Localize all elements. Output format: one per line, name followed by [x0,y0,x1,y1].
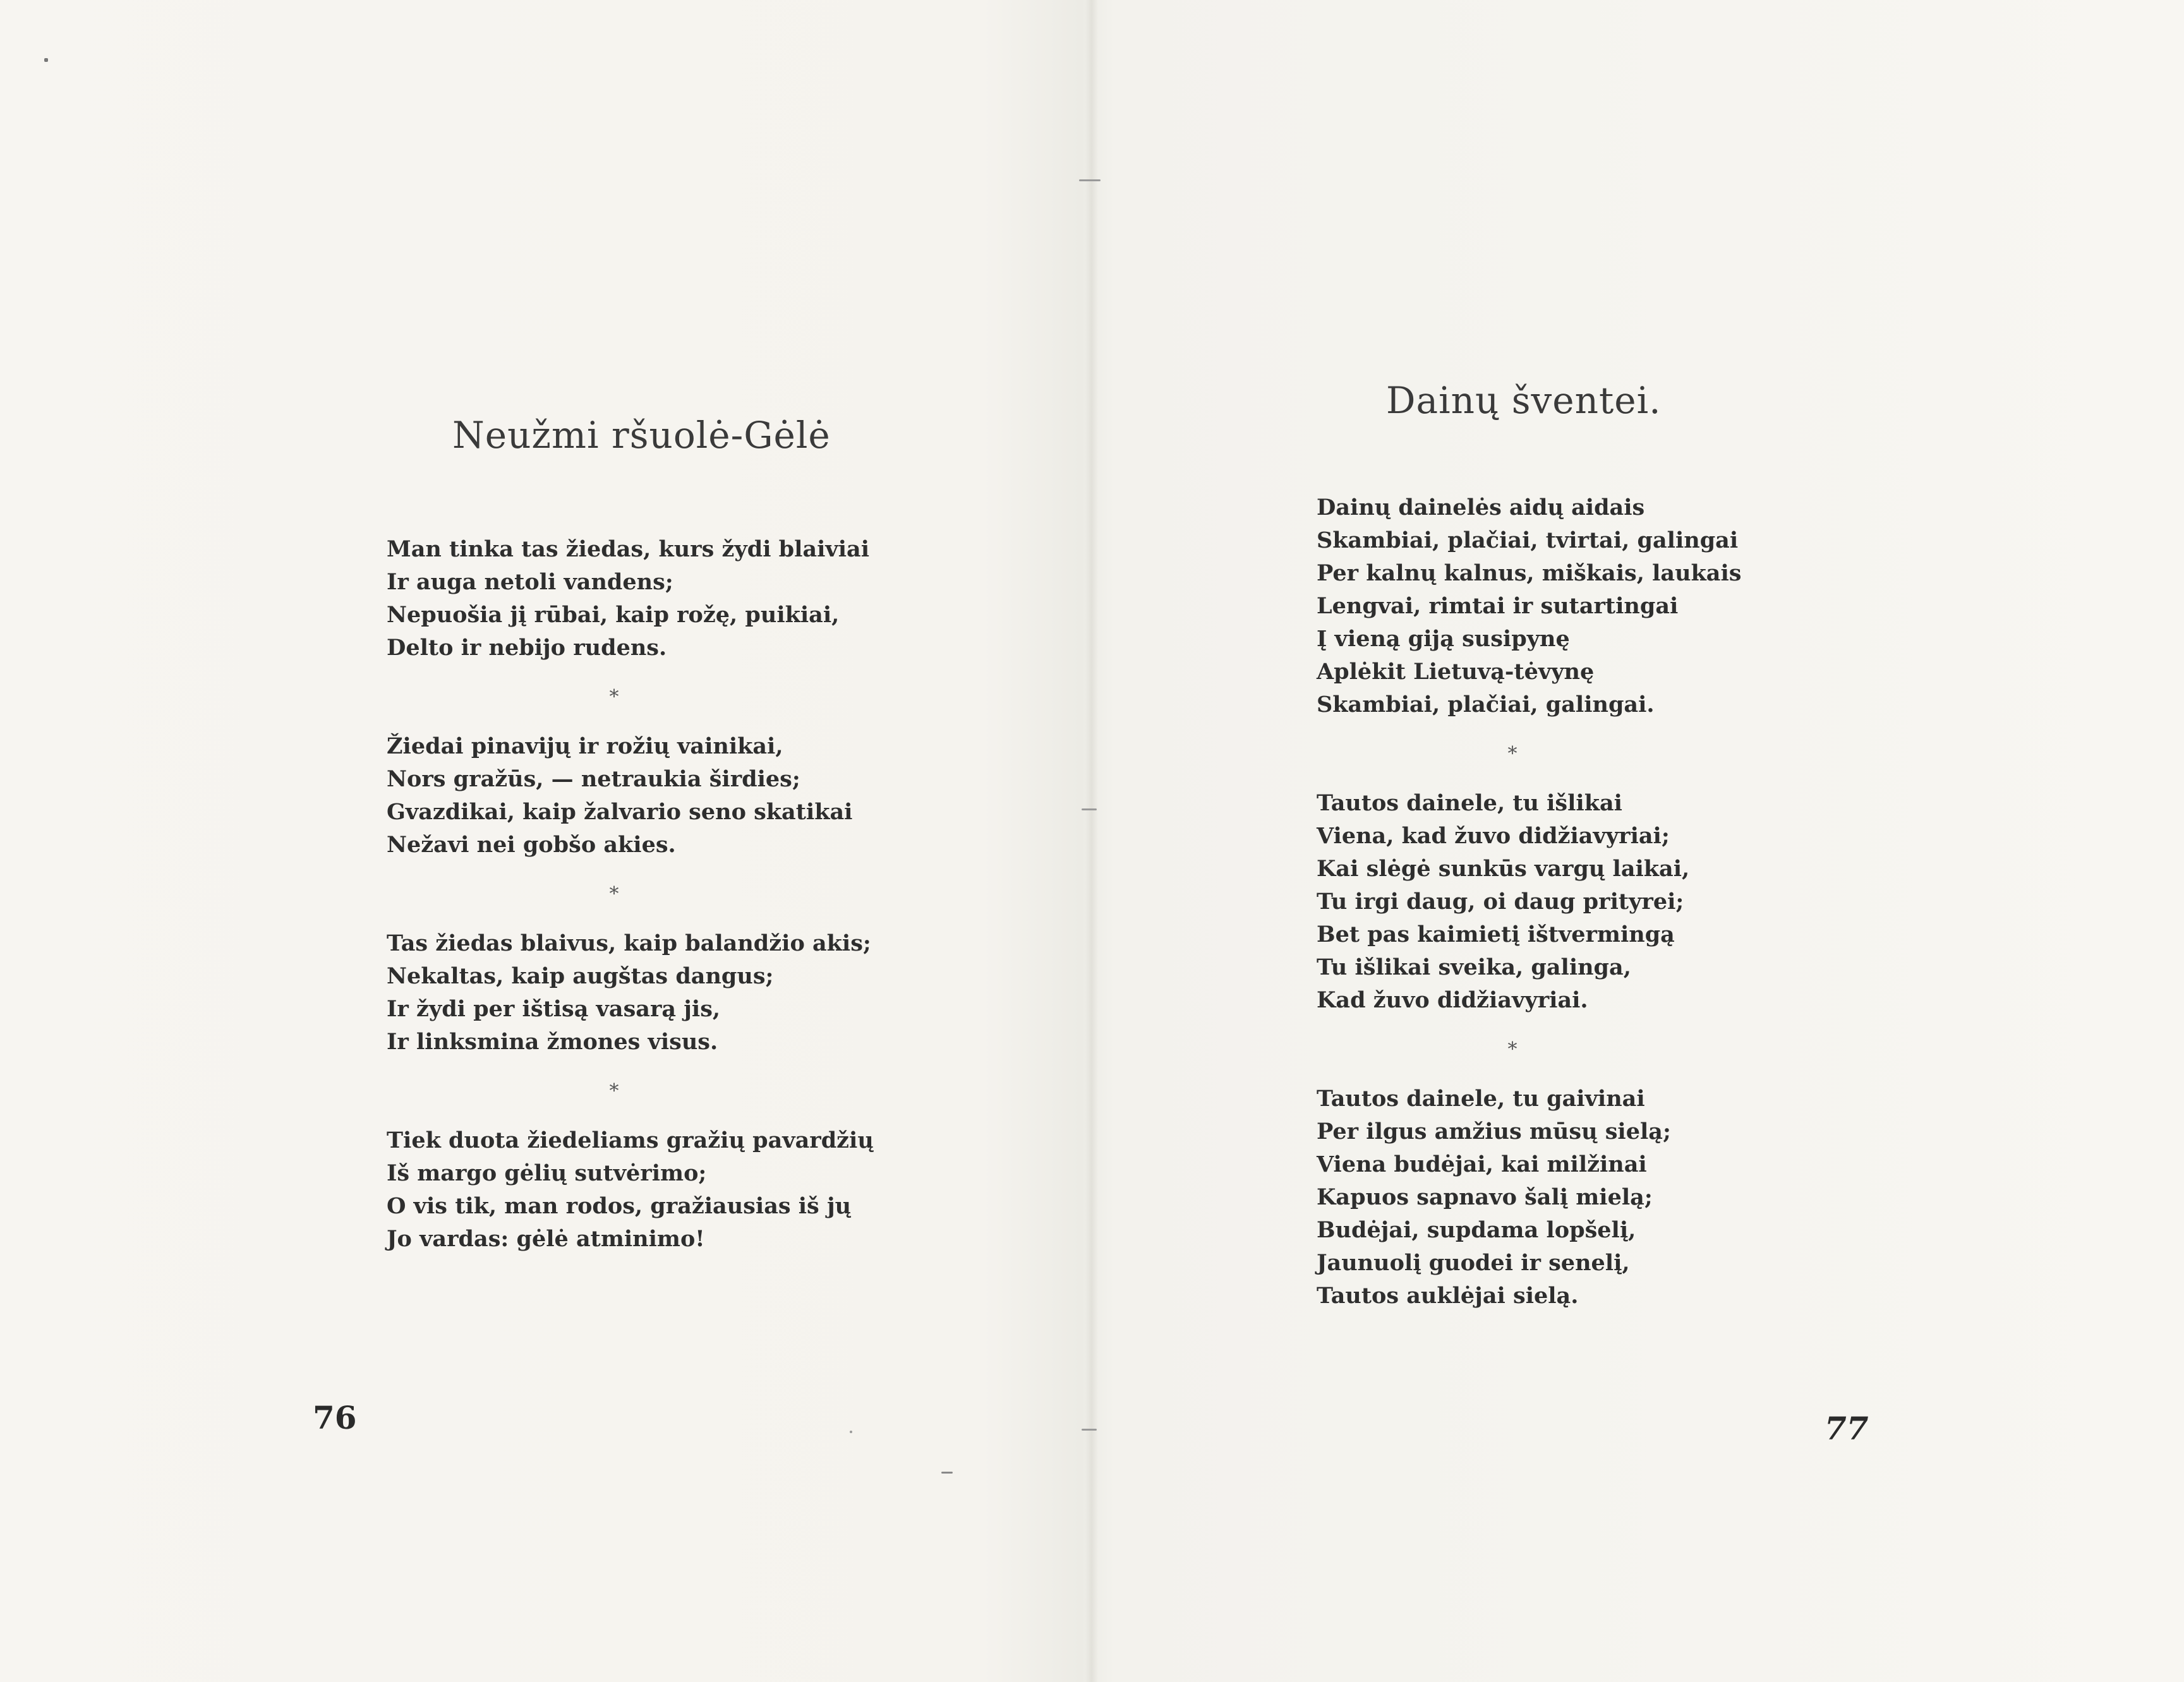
poem-line: Jo vardas: gėlė atminimo! [387,1226,705,1252]
poem-line: Kai slėgė sunkūs vargų laikai, [1317,856,1690,882]
stanza-separator: * [1507,743,1517,765]
poem-line: Tu išlikai sveika, galinga, [1317,954,1631,980]
poem-line: Ir auga netoli vandens; [387,569,673,595]
poem-line: Tautos auklėjai sielą. [1317,1283,1579,1309]
left-stanza-3 [387,927,874,1059]
left-stanza-2 [387,730,874,862]
poem-line: Nepuošia jį rūbai, kaip rožę, puikiai, [387,602,840,628]
left-poem-body [387,533,874,1256]
poem-line: Nors gražūs, — netraukia širdies; [387,766,800,792]
poem-line: Per ilgus amžius mūsų sielą; [1317,1119,1671,1144]
right-poem-title: Dainų šventei. [1386,379,1662,422]
poem-line: Iš margo gėlių sutvėrimo; [387,1160,707,1186]
poem-line: Tautos dainele, tu gaivinai [1317,1086,1645,1112]
right-poem-body [1317,491,1741,1313]
left-poem-title: Neužmi ršuolė-Gėlė [452,414,831,457]
poem-line: Lengvai, rimtai ir sutartingai [1317,593,1679,619]
poem-line: Viena, kad žuvo didžiavyriai; [1317,823,1670,849]
right-stanza-1 [1317,491,1741,721]
poem-line: Ir linksmina žmones visus. [387,1029,718,1055]
stanza-separator: * [609,883,619,905]
right-stanza-2 [1317,787,1741,1017]
poem-line: Kapuos sapnavo šalį mielą; [1317,1184,1653,1210]
speck-mark [1082,808,1097,810]
poem-line: Tiek duota žiedeliams gražių pavardžių [387,1127,874,1153]
speck-mark [1082,1429,1097,1431]
poem-line: O vis tik, man rodos, gražiausias iš jų [387,1193,852,1219]
poem-line: Budėjai, supdama lopšelį, [1317,1217,1636,1243]
speck-mark [44,58,48,62]
poem-line: Tas žiedas blaivus, kaip balandžio akis; [387,930,871,956]
poem-line: Nežavi nei gobšo akies. [387,832,676,858]
poem-line: Į vieną giją susipynę [1317,626,1570,652]
poem-line: Tu irgi daug, oi daug prityrei; [1317,889,1684,915]
left-page-number: 76 [313,1399,357,1436]
speck-mark [941,1472,953,1474]
poem-line: Ir žydi per ištisą vasarą jis, [387,996,721,1022]
poem-line: Nekaltas, kaip augštas dangus; [387,963,774,989]
poem-line: Jaunuolį guodei ir senelį, [1317,1250,1630,1276]
poem-line: Per kalnų kalnus, miškais, laukais [1317,560,1742,586]
speck-mark [850,1431,852,1433]
poem-line: Delto ir nebijo rudens. [387,635,667,661]
poem-line: Aplėkit Lietuvą-tėvynę [1317,659,1595,685]
left-stanza-1 [387,533,874,664]
poem-line: Skambiai, plačiai, galingai. [1317,692,1655,718]
poem-line: Man tinka tas žiedas, kurs žydi blaiviai [387,536,870,562]
left-stanza-4 [387,1124,874,1256]
stanza-separator: * [609,1080,619,1102]
speck-mark [1079,179,1101,181]
right-page-number: 77 [1825,1410,1869,1447]
poem-line: Žiedai pinavijų ir rožių vainikai, [387,733,783,759]
poem-line: Viena budėjai, kai milžinai [1317,1151,1647,1177]
poem-line: Bet pas kaimietį ištvermingą [1317,922,1675,947]
stanza-separator: * [1507,1038,1517,1060]
right-page [1092,0,2184,1682]
poem-line: Dainų dainelės aidų aidais [1317,495,1645,520]
poem-line: Tautos dainele, tu išlikai [1317,790,1622,816]
poem-line: Kad žuvo didžiavyriai. [1317,987,1588,1013]
poem-line: Skambiai, plačiai, tvirtai, galingai [1317,527,1739,553]
right-stanza-3 [1317,1083,1741,1313]
stanza-separator: * [609,686,619,708]
poem-line: Gvazdikai, kaip žalvario seno skatikai [387,799,853,825]
